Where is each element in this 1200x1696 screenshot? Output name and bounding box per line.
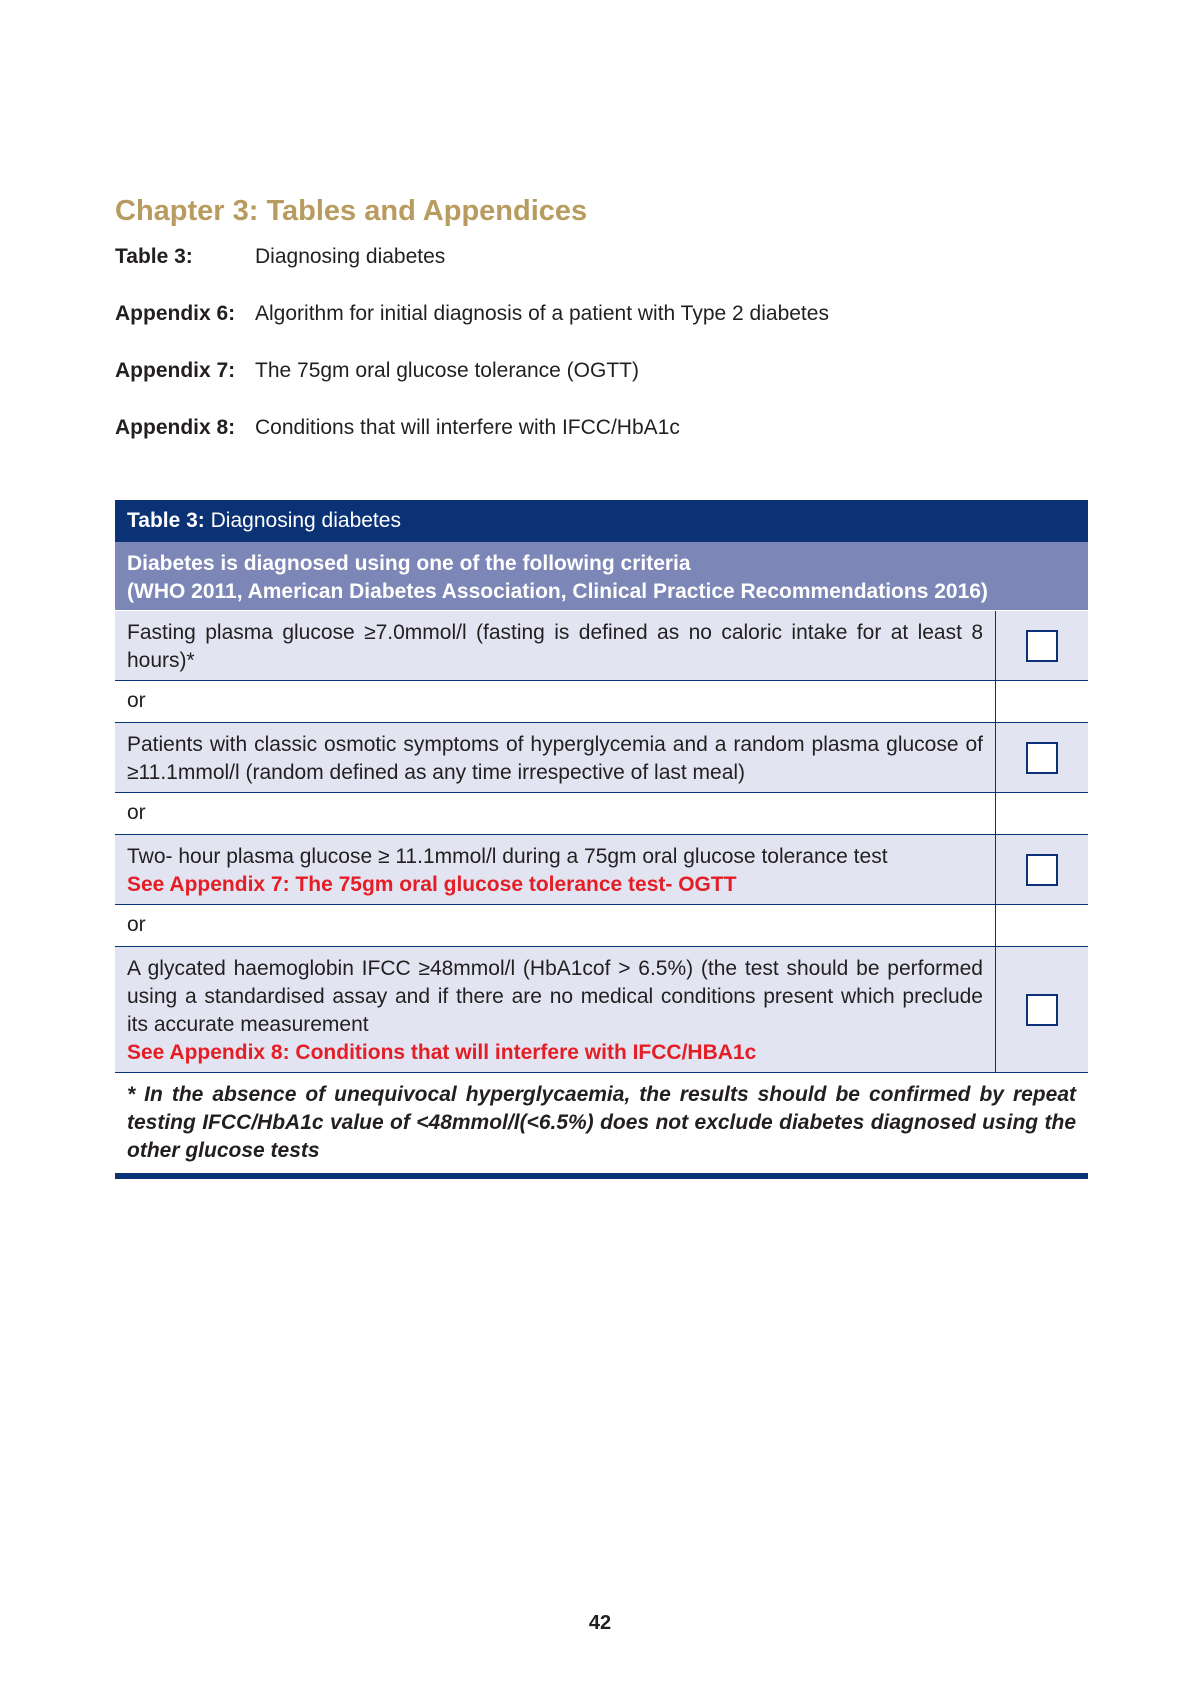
diagnosis-table [115, 500, 1088, 1179]
empty-cell [996, 905, 1088, 946]
contents-item [115, 357, 1115, 414]
contents-label: Appendix 7: [115, 359, 236, 382]
criterion-checkbox[interactable] [1026, 630, 1058, 662]
table-header-title: Diagnosing diabetes [210, 509, 401, 532]
page-number: 42 [588, 1612, 612, 1634]
empty-cell [996, 681, 1088, 722]
contents-label: Appendix 6: [115, 302, 236, 325]
or-text: or [115, 905, 996, 946]
contents-item [115, 243, 1115, 300]
checkbox-cell [996, 835, 1088, 904]
criterion-row [115, 947, 1088, 1073]
contents-text: Diagnosing diabetes [255, 245, 446, 268]
or-text: or [115, 681, 996, 722]
chapter-title: Chapter 3: Tables and Appendices [115, 195, 588, 227]
criterion-cell [115, 835, 996, 904]
contents-label: Appendix 8: [115, 416, 236, 439]
or-row [115, 681, 1088, 723]
criteria-sources: (WHO 2011, American Diabetes Association, Clinical Practice Recommendations 2016) [127, 580, 988, 603]
table-header-label: Table 3: [127, 509, 205, 532]
contents-label: Table 3: [115, 245, 193, 268]
criteria-heading: Diabetes is diagnosed using one of the following criteria [127, 552, 691, 575]
or-row [115, 905, 1088, 947]
appendix-7-link[interactable]: See Appendix 7: The 75gm oral glucose tolerance test- OGTT [127, 873, 737, 896]
criterion-checkbox[interactable] [1026, 742, 1058, 774]
criterion-text: Patients with classic osmotic symptoms of hyperglycemia and a random plasma glucose of ≥11.1mmol/l (random defined as any time irrespective of last meal) [115, 723, 996, 792]
checkbox-cell [996, 723, 1088, 792]
criterion-text: Two- hour plasma glucose ≥ 11.1mmol/l during a 75gm oral glucose tolerance test [127, 845, 888, 868]
criterion-row [115, 835, 1088, 905]
appendix-8-link[interactable]: See Appendix 8: Conditions that will interfere with IFCC/HBA1c [127, 1041, 757, 1064]
criterion-row [115, 611, 1088, 681]
table-header [115, 500, 1088, 542]
criterion-checkbox[interactable] [1026, 854, 1058, 886]
contents-text: Conditions that will interfere with IFCC/HbA1c [255, 416, 680, 439]
criterion-cell [115, 947, 996, 1072]
criteria-header [115, 542, 1088, 611]
criterion-text: Fasting plasma glucose ≥7.0mmol/l (fasting is defined as no caloric intake for at least 8 hours)* [115, 611, 996, 680]
contents-item [115, 300, 1115, 357]
or-row [115, 793, 1088, 835]
criterion-row [115, 723, 1088, 793]
contents-text: The 75gm oral glucose tolerance (OGTT) [255, 359, 639, 382]
footnote: * In the absence of unequivocal hyperglycaemia, the results should be confirmed by repeat testing IFCC/HbA1c value of <48mmol/l(<6.5%) does not exclude diabetes diagnosed using the other glucose tests [115, 1073, 1088, 1179]
empty-cell [996, 793, 1088, 834]
criterion-checkbox[interactable] [1026, 994, 1058, 1026]
checkbox-cell [996, 611, 1088, 680]
checkbox-cell [996, 947, 1088, 1072]
contents-list [115, 243, 1115, 471]
contents-item [115, 414, 1115, 471]
contents-text: Algorithm for initial diagnosis of a patient with Type 2 diabetes [255, 302, 829, 325]
or-text: or [115, 793, 996, 834]
criterion-text: A glycated haemoglobin IFCC ≥48mmol/l (HbA1cof > 6.5%) (the test should be performed using a standardised assay and if there are no medical conditions present which preclude its accurate measurement [127, 957, 983, 1036]
